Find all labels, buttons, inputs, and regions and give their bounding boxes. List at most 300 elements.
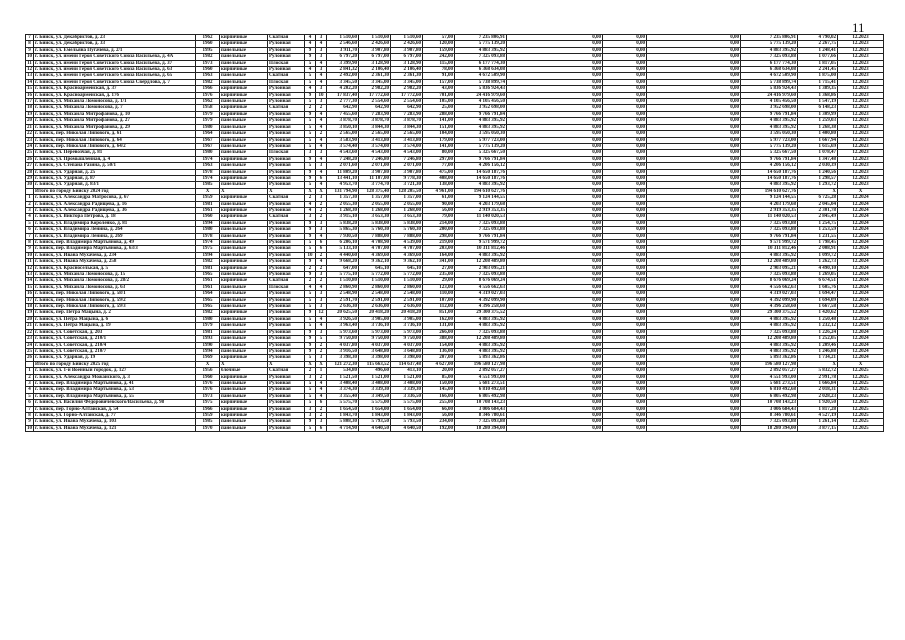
residential-area-cell: 5 973,00 xyxy=(391,329,423,335)
area-cell: 3 653,30 xyxy=(359,214,391,220)
floors-cell: 3 xyxy=(305,374,316,380)
unit-cost-cell: 2 028,23 xyxy=(798,393,838,399)
row-number: 23 xyxy=(27,336,32,342)
address-cell: г. Бийск, ул. имени Героя Советского Союза Свердлова, д. 7 xyxy=(34,79,196,85)
roof-type-cell: Рулонная xyxy=(268,175,305,181)
fund-cell-c: 0,00 xyxy=(647,207,741,213)
row-number: 13 xyxy=(27,272,32,278)
fund-cell-a: 0,00 xyxy=(507,393,603,399)
entrances-cell: 5 xyxy=(316,336,327,342)
total-cost-cell: 6 368 634,08 xyxy=(741,67,798,73)
address-cell: г. Бийск, ул. имени Героя Советского Союза Васильева, д. 65 xyxy=(34,73,196,79)
roof-type-cell: Рулонная xyxy=(268,310,305,316)
row-number: 18 xyxy=(27,105,32,111)
year-cell: 1961 xyxy=(196,284,220,290)
area-cell: 2 361,30 xyxy=(359,73,391,79)
wall-material-cell: панельные xyxy=(220,380,268,386)
period-cell: 12.2025 xyxy=(838,425,884,431)
wall-material-cell: кирпичные xyxy=(220,374,268,380)
period-cell: 12.2024 xyxy=(838,348,884,354)
fund-cell-a: 0,00 xyxy=(507,412,603,418)
row-number: 8 xyxy=(26,412,34,418)
period-cell: 12.2025 xyxy=(838,368,884,374)
floors-cell: 5 xyxy=(305,99,316,105)
residents-cell: 120,00 xyxy=(423,41,455,47)
residential-area-cell: 4 707,00 xyxy=(391,246,423,252)
entrances-cell: 4 xyxy=(316,73,327,79)
residents-cell: 78,00 xyxy=(423,67,455,73)
residential-area-cell: 3 413,80 xyxy=(391,137,423,143)
roof-type-cell: Рулонная xyxy=(268,297,305,303)
address-cell: г. Бийск, ул. Владимира Ленина, д. 264 xyxy=(34,227,196,233)
floors-cell: 4 xyxy=(305,207,316,213)
year-cell: 1964 xyxy=(196,131,220,137)
floors-cell: 9 xyxy=(305,259,316,265)
total-area-cell: 2 841,32 xyxy=(327,67,359,73)
fund-cell-c: 0,00 xyxy=(647,240,741,246)
fund-cell-b: 0,00 xyxy=(603,252,647,258)
total-cost-cell: 7 325 093,88 xyxy=(741,419,798,425)
address-cell: г. Бийск, ул. Ударная, д. 83/1 xyxy=(34,182,196,188)
entrances-cell: 3 xyxy=(316,195,327,201)
area-cell: 5 760,30 xyxy=(359,227,391,233)
fund-cell-b: 0,00 xyxy=(603,220,647,226)
period-cell: 12.2023 xyxy=(838,175,884,181)
address-cell: г. Бийск, ул. Михаила Ломоносова, д. 28/2 xyxy=(34,278,196,284)
entrances-cell: 3 xyxy=(316,86,327,92)
residents-cell: 57,00 xyxy=(423,35,455,41)
total-area-cell: 3 355,40 xyxy=(327,393,359,399)
fund-cell-b: 0,00 xyxy=(603,79,647,85)
total-cost-cell: 4 396 258,60 xyxy=(741,304,798,310)
wall-material-cell: панельные xyxy=(220,233,268,239)
fund-cell-a: 0,00 xyxy=(507,214,603,220)
total-area-cell: 3 911,70 xyxy=(327,47,359,53)
residential-area-cell: 3 721,30 xyxy=(391,182,423,188)
area-cell: 3 413,80 xyxy=(359,137,391,143)
floors-cell: 3 xyxy=(305,214,316,220)
cost-cell: 6 805 492,98 xyxy=(455,393,507,399)
area-cell: 4 708,90 xyxy=(359,240,391,246)
residential-area-cell: 3 907,80 xyxy=(391,47,423,53)
total-area-cell: 7 248,20 xyxy=(327,156,359,162)
cost-cell: 2 892 057,27 xyxy=(455,368,507,374)
unit-cost-cell: 1 547,19 xyxy=(798,99,838,105)
total-cost-cell: 18 280 394,00 xyxy=(741,425,798,431)
fund-cell-a: 0,00 xyxy=(507,278,603,284)
residents-cell: 90,00 xyxy=(423,201,455,207)
fund-cell-a: 0,00 xyxy=(507,47,603,53)
period-cell: 12.2025 xyxy=(838,419,884,425)
wall-material-cell: панельные xyxy=(220,284,268,290)
roof-type-cell: Рулонная xyxy=(268,67,305,73)
area-cell: 3 398,00 xyxy=(359,355,391,361)
year-cell: 1975 xyxy=(196,246,220,252)
entrances-cell: 3 xyxy=(316,150,327,156)
roof-type-cell: X xyxy=(268,361,305,367)
roof-type-cell: Скатная xyxy=(268,195,305,201)
fund-cell-a: 0,00 xyxy=(507,111,603,117)
fund-cell-c: 0,00 xyxy=(647,73,741,79)
total-cost-cell: 2 892 057,27 xyxy=(741,368,798,374)
roof-type-cell: Рулонная xyxy=(268,86,305,92)
roof-type-cell: Рулонная xyxy=(268,329,305,335)
residents-cell: 297,00 xyxy=(423,156,455,162)
residents-cell: 151,00 xyxy=(423,124,455,130)
floors-cell: 5 xyxy=(305,316,316,322)
period-cell: 12.2023 xyxy=(838,137,884,143)
fund-cell-b: 0,00 xyxy=(603,291,647,297)
fund-cell-c: 0,00 xyxy=(647,278,741,284)
unit-cost-cell: X xyxy=(798,188,838,194)
cost-cell: 4 883 395,92 xyxy=(455,252,507,258)
total-cost-cell: 12 208 489,80 xyxy=(741,259,798,265)
residential-area-cell: 5 838,00 xyxy=(391,220,423,226)
entrances-cell: 1 xyxy=(316,368,327,374)
fund-cell-c: 0,00 xyxy=(647,310,741,316)
wall-material-cell: кирпичные xyxy=(220,105,268,111)
address-cell: г. Бийск, ул. Александра Можайского, д. 3 xyxy=(34,374,196,380)
fund-cell-c: 0,00 xyxy=(647,214,741,220)
wall-material-cell: кирпичные xyxy=(220,111,268,117)
floors-cell: 4 xyxy=(305,86,316,92)
floors-cell: X xyxy=(305,361,316,367)
total-area-cell: 647,00 xyxy=(327,265,359,271)
residential-area-cell: 9 750,00 xyxy=(391,336,423,342)
floors-cell: 5 xyxy=(305,182,316,188)
total-area-cell: 3 574,40 xyxy=(327,143,359,149)
fund-cell-a: 0,00 xyxy=(507,163,603,169)
year-cell: 1966 xyxy=(196,86,220,92)
floors-cell: 3 xyxy=(305,150,316,156)
fund-cell-b: 0,00 xyxy=(603,304,647,310)
fund-cell-a: 0,00 xyxy=(507,265,603,271)
area-cell: 2 426,60 xyxy=(359,41,391,47)
residential-area-cell: 3 339,30 xyxy=(391,387,423,393)
year-cell: 1967 xyxy=(196,143,220,149)
address-cell: г. Бийск, ул. Александра Матросова, д. 67 xyxy=(34,195,196,201)
period-cell: 12.2025 xyxy=(838,412,884,418)
total-cost-cell: 8 676 069,24 xyxy=(741,278,798,284)
cost-cell: 4 883 395,92 xyxy=(455,348,507,354)
floors-cell: 5 xyxy=(305,387,316,393)
row-number: 10 xyxy=(27,54,32,60)
fund-cell-a: 0,00 xyxy=(507,227,603,233)
row-number: 22 xyxy=(27,329,32,335)
address-cell: г. Бийск, ул. Михаила Ломоносова, д. 1/1 xyxy=(34,99,196,105)
entrances-cell: 3 xyxy=(316,291,327,297)
cost-cell: 4 883 395,92 xyxy=(455,118,507,124)
wall-material-cell: панельные xyxy=(220,252,268,258)
cost-cell: 4 319 027,03 xyxy=(455,291,507,297)
floors-cell: 2 xyxy=(305,105,316,111)
unit-cost-cell: 2 018,31 xyxy=(798,387,838,393)
year-cell: X xyxy=(196,188,220,194)
fund-cell-b: 0,00 xyxy=(603,131,647,137)
total-area-cell: 2 591,70 xyxy=(327,297,359,303)
wall-material-cell: панельные xyxy=(220,54,268,60)
residents-cell: 105,00 xyxy=(423,99,455,105)
entrances-cell: 6 xyxy=(316,175,327,181)
unit-cost-cell: X xyxy=(798,361,838,367)
total-cost-cell: 9 766 791,84 xyxy=(741,233,798,239)
area-cell: 4 543,00 xyxy=(359,150,391,156)
wall-material-cell: кирпичные xyxy=(220,412,268,418)
year-cell: 1979 xyxy=(196,323,220,329)
roof-type-cell: Рулонная xyxy=(268,118,305,124)
row-number: 21 xyxy=(27,124,32,130)
address-cell: г. Бийск, ул. Александра Радищева, д. 36 xyxy=(34,207,196,213)
address-cell: г. Бийск, ул. Декабристов, д. 33 xyxy=(34,41,196,47)
fund-cell-c: 0,00 xyxy=(647,227,741,233)
fund-cell-b: 0,00 xyxy=(603,143,647,149)
total-area-cell: 121 272,30 xyxy=(327,361,359,367)
residents-cell: 4 961,00 xyxy=(423,188,455,194)
fund-cell-b: 0,00 xyxy=(603,348,647,354)
year-cell: 1980 xyxy=(196,316,220,322)
period-cell: 12.2024 xyxy=(838,278,884,284)
fund-cell-b: 0,00 xyxy=(603,387,647,393)
residential-area-cell: 4 369,60 xyxy=(391,252,423,258)
fund-cell-a: 0,00 xyxy=(507,323,603,329)
fund-cell-a: 0,00 xyxy=(507,169,603,175)
fund-cell-b: 0,00 xyxy=(603,188,647,194)
area-cell: 496,60 xyxy=(359,368,391,374)
unit-cost-cell: 1 875,00 xyxy=(798,73,838,79)
cost-cell: 2 919 353,35 xyxy=(455,207,507,213)
fund-cell-c: 0,00 xyxy=(647,156,741,162)
area-cell: 3 128,90 xyxy=(359,60,391,66)
total-cost-cell: 7 325 093,88 xyxy=(741,272,798,278)
fund-cell-a: 0,00 xyxy=(507,387,603,393)
total-cost-cell: 14 650 187,76 xyxy=(741,175,798,181)
entrances-cell: 4 xyxy=(316,393,327,399)
unit-cost-cell: 1 293,72 xyxy=(798,182,838,188)
wall-material-cell: панельные xyxy=(220,316,268,322)
residents-cell: 104,00 xyxy=(423,131,455,137)
row-number: 18 xyxy=(27,304,32,310)
floors-cell: 2 xyxy=(305,368,316,374)
residential-area-cell: 1 521,00 xyxy=(391,374,423,380)
period-cell: 12.2023 xyxy=(838,118,884,124)
row-number: 16 xyxy=(27,291,32,297)
wall-material-cell: панельные xyxy=(220,387,268,393)
year-cell: 1960 xyxy=(196,41,220,47)
floors-cell: 5 xyxy=(305,355,316,361)
row-number: 11 xyxy=(27,259,32,265)
area-cell: 4 640,50 xyxy=(359,425,391,431)
area-cell: 2 982,20 xyxy=(359,86,391,92)
fund-cell-a: 0,00 xyxy=(507,54,603,60)
period-cell: 12.2024 xyxy=(838,336,884,342)
fund-cell-a: 0,00 xyxy=(507,355,603,361)
fund-cell-c: 0,00 xyxy=(647,137,741,143)
area-cell: 4 369,60 xyxy=(359,252,391,258)
cost-cell: 196 580 127,98 xyxy=(455,361,507,367)
wall-material-cell: панельные xyxy=(220,99,268,105)
year-cell: 1980 xyxy=(196,150,220,156)
roof-type-cell: Скатная xyxy=(268,35,305,41)
total-cost-cell: 5 775 139,20 xyxy=(741,143,798,149)
roof-type-cell: Рулонная xyxy=(268,291,305,297)
address-cell: г. Бийск, ул. Владимира Короленко, д. 81 xyxy=(34,220,196,226)
residents-cell: 29,00 xyxy=(423,278,455,284)
entrances-cell: 4 xyxy=(316,111,327,117)
period-cell: 12.2023 xyxy=(838,79,884,85)
area-cell: 642,90 xyxy=(359,105,391,111)
residential-area-cell: 1 357,00 xyxy=(391,195,423,201)
total-cost-cell: 9 124 144,55 xyxy=(741,195,798,201)
fund-cell-c: 0,00 xyxy=(647,355,741,361)
fund-cell-c: 0,00 xyxy=(647,111,741,117)
cost-cell: 5 775 139,20 xyxy=(455,41,507,47)
cost-cell: 14 650 187,76 xyxy=(455,175,507,181)
wall-material-cell: панельные xyxy=(220,60,268,66)
row-number: 12 xyxy=(27,265,32,271)
cost-cell: 4 105 456,50 xyxy=(455,99,507,105)
fund-cell-a: 0,00 xyxy=(507,329,603,335)
roof-type-cell: X xyxy=(268,188,305,194)
roof-type-cell: Скатная xyxy=(268,105,305,111)
total-area-cell: 4 440,60 xyxy=(327,252,359,258)
unit-cost-cell: 1 226,24 xyxy=(798,329,838,335)
total-area-cell: 6 797,20 xyxy=(327,54,359,60)
fund-cell-c: 0,00 xyxy=(647,400,741,406)
area-cell: 2 055,00 xyxy=(359,201,391,207)
fund-cell-c: 0,00 xyxy=(647,175,741,181)
entrances-cell: 6 xyxy=(316,246,327,252)
total-area-cell: 3 850,10 xyxy=(327,124,359,130)
wall-material-cell: панельные xyxy=(220,220,268,226)
total-area-cell: 1 510,60 xyxy=(327,35,359,41)
period-cell: 12.2024 xyxy=(838,246,884,252)
year-cell: 1982 xyxy=(196,54,220,60)
residential-area-cell: 2 106,40 xyxy=(391,67,423,73)
row-number: 6 xyxy=(26,400,34,406)
period-cell: 12.2023 xyxy=(838,156,884,162)
year-cell: 1985 xyxy=(196,419,220,425)
total-cost-cell: 7 325 093,88 xyxy=(741,220,798,226)
year-cell: 1981 xyxy=(196,329,220,335)
year-cell: 1961 xyxy=(196,278,220,284)
fund-cell-c: 0,00 xyxy=(647,297,741,303)
fund-cell-a: 0,00 xyxy=(507,361,603,367)
area-cell: 2 636,00 xyxy=(359,304,391,310)
residents-cell: 123,00 xyxy=(423,284,455,290)
fund-cell-c: 0,00 xyxy=(647,265,741,271)
roof-type-cell: Рулонная xyxy=(268,137,305,143)
fund-cell-a: 0,00 xyxy=(507,67,603,73)
period-cell: 12.2023 xyxy=(838,47,884,53)
row-number: 19 xyxy=(27,111,32,117)
area-cell: 1 510,00 xyxy=(359,278,391,284)
unit-cost-cell: 2 267,75 xyxy=(798,41,838,47)
floors-cell: 5 xyxy=(305,137,316,143)
wall-material-cell: панельные xyxy=(220,272,268,278)
row-number: 9 xyxy=(26,246,34,252)
period-cell: X xyxy=(838,188,884,194)
fund-cell-b: 0,00 xyxy=(603,278,647,284)
residential-area-cell: 5 575,00 xyxy=(391,400,423,406)
wall-material-cell: кирпичные xyxy=(220,67,268,73)
wall-material-cell: панельные xyxy=(220,47,268,53)
floors-cell: 5 xyxy=(305,240,316,246)
total-cost-cell: 4 206 156,12 xyxy=(741,163,798,169)
fund-cell-b: 0,00 xyxy=(603,374,647,380)
cost-cell: 7 325 093,88 xyxy=(455,272,507,278)
fund-cell-a: 0,00 xyxy=(507,195,603,201)
period-cell: 12.2023 xyxy=(838,143,884,149)
residential-area-cell: 2 055,00 xyxy=(391,201,423,207)
area-cell: 2 554,60 xyxy=(359,99,391,105)
fund-cell-b: 0,00 xyxy=(603,355,647,361)
roof-type-cell: Рулонная xyxy=(268,54,305,60)
cost-cell: 7 325 093,88 xyxy=(455,227,507,233)
entrances-cell: 12 xyxy=(316,310,327,316)
fund-cell-c: 0,00 xyxy=(647,342,741,348)
cost-cell: 3 952 698,00 xyxy=(455,105,507,111)
unit-cost-cell: 1 298,57 xyxy=(798,175,838,181)
area-cell: 1 654,00 xyxy=(359,406,391,412)
total-area-cell: 13 441,10 xyxy=(327,175,359,181)
fund-cell-b: 0,00 xyxy=(603,368,647,374)
fund-cell-b: 0,00 xyxy=(603,67,647,73)
row-number: 21 xyxy=(27,323,32,329)
residents-cell: 107,00 xyxy=(423,297,455,303)
entrances-cell: 2 xyxy=(316,105,327,111)
residential-area-cell: 2 071,00 xyxy=(391,163,423,169)
year-cell: 1964 xyxy=(196,291,220,297)
fund-cell-c: 0,00 xyxy=(647,348,741,354)
total-cost-cell: 9 766 791,84 xyxy=(741,111,798,117)
unit-cost-cell: 4 527,19 xyxy=(798,412,838,418)
cost-cell: 3 006 684,43 xyxy=(455,406,507,412)
fund-cell-c: 0,00 xyxy=(647,99,741,105)
total-area-cell: 3 345,50 xyxy=(327,79,359,85)
wall-material-cell: панельные xyxy=(220,323,268,329)
fund-cell-c: 0,00 xyxy=(647,380,741,386)
fund-cell-a: 0,00 xyxy=(507,348,603,354)
entrances-cell: 3 xyxy=(316,54,327,60)
fund-cell-b: 0,00 xyxy=(603,412,647,418)
cost-cell: 5 893 362,86 xyxy=(455,355,507,361)
roof-type-cell: Рулонная xyxy=(268,252,305,258)
roof-type-cell: Скатная xyxy=(268,73,305,79)
period-cell: 12.2023 xyxy=(838,163,884,169)
residential-area-cell: 4 037,00 xyxy=(391,342,423,348)
residents-cell: 288,00 xyxy=(423,111,455,117)
area-cell: 1 843,00 xyxy=(359,412,391,418)
year-cell: 1994 xyxy=(196,220,220,226)
capital-repair-register-table xyxy=(25,34,884,432)
year-cell: 1974 xyxy=(196,156,220,162)
total-cost-cell: 2 903 095,21 xyxy=(741,265,798,271)
period-cell: 12.2024 xyxy=(838,227,884,233)
floors-cell: 9 xyxy=(305,169,316,175)
residential-area-cell: 4 543,00 xyxy=(391,150,423,156)
residents-cell: 145,00 xyxy=(423,387,455,393)
wall-material-cell: кирпичные xyxy=(220,278,268,284)
fund-cell-c: 0,00 xyxy=(647,374,741,380)
unit-cost-cell: 1 400,80 xyxy=(798,131,838,137)
wall-material-cell: панельные xyxy=(220,163,268,169)
fund-cell-b: 0,00 xyxy=(603,272,647,278)
total-cost-cell: 4 883 395,92 xyxy=(741,316,798,322)
cost-cell: 9 766 791,84 xyxy=(455,233,507,239)
entrances-cell: 2 xyxy=(316,406,327,412)
year-cell: 1974 xyxy=(196,240,220,246)
fund-cell-c: 0,00 xyxy=(647,195,741,201)
